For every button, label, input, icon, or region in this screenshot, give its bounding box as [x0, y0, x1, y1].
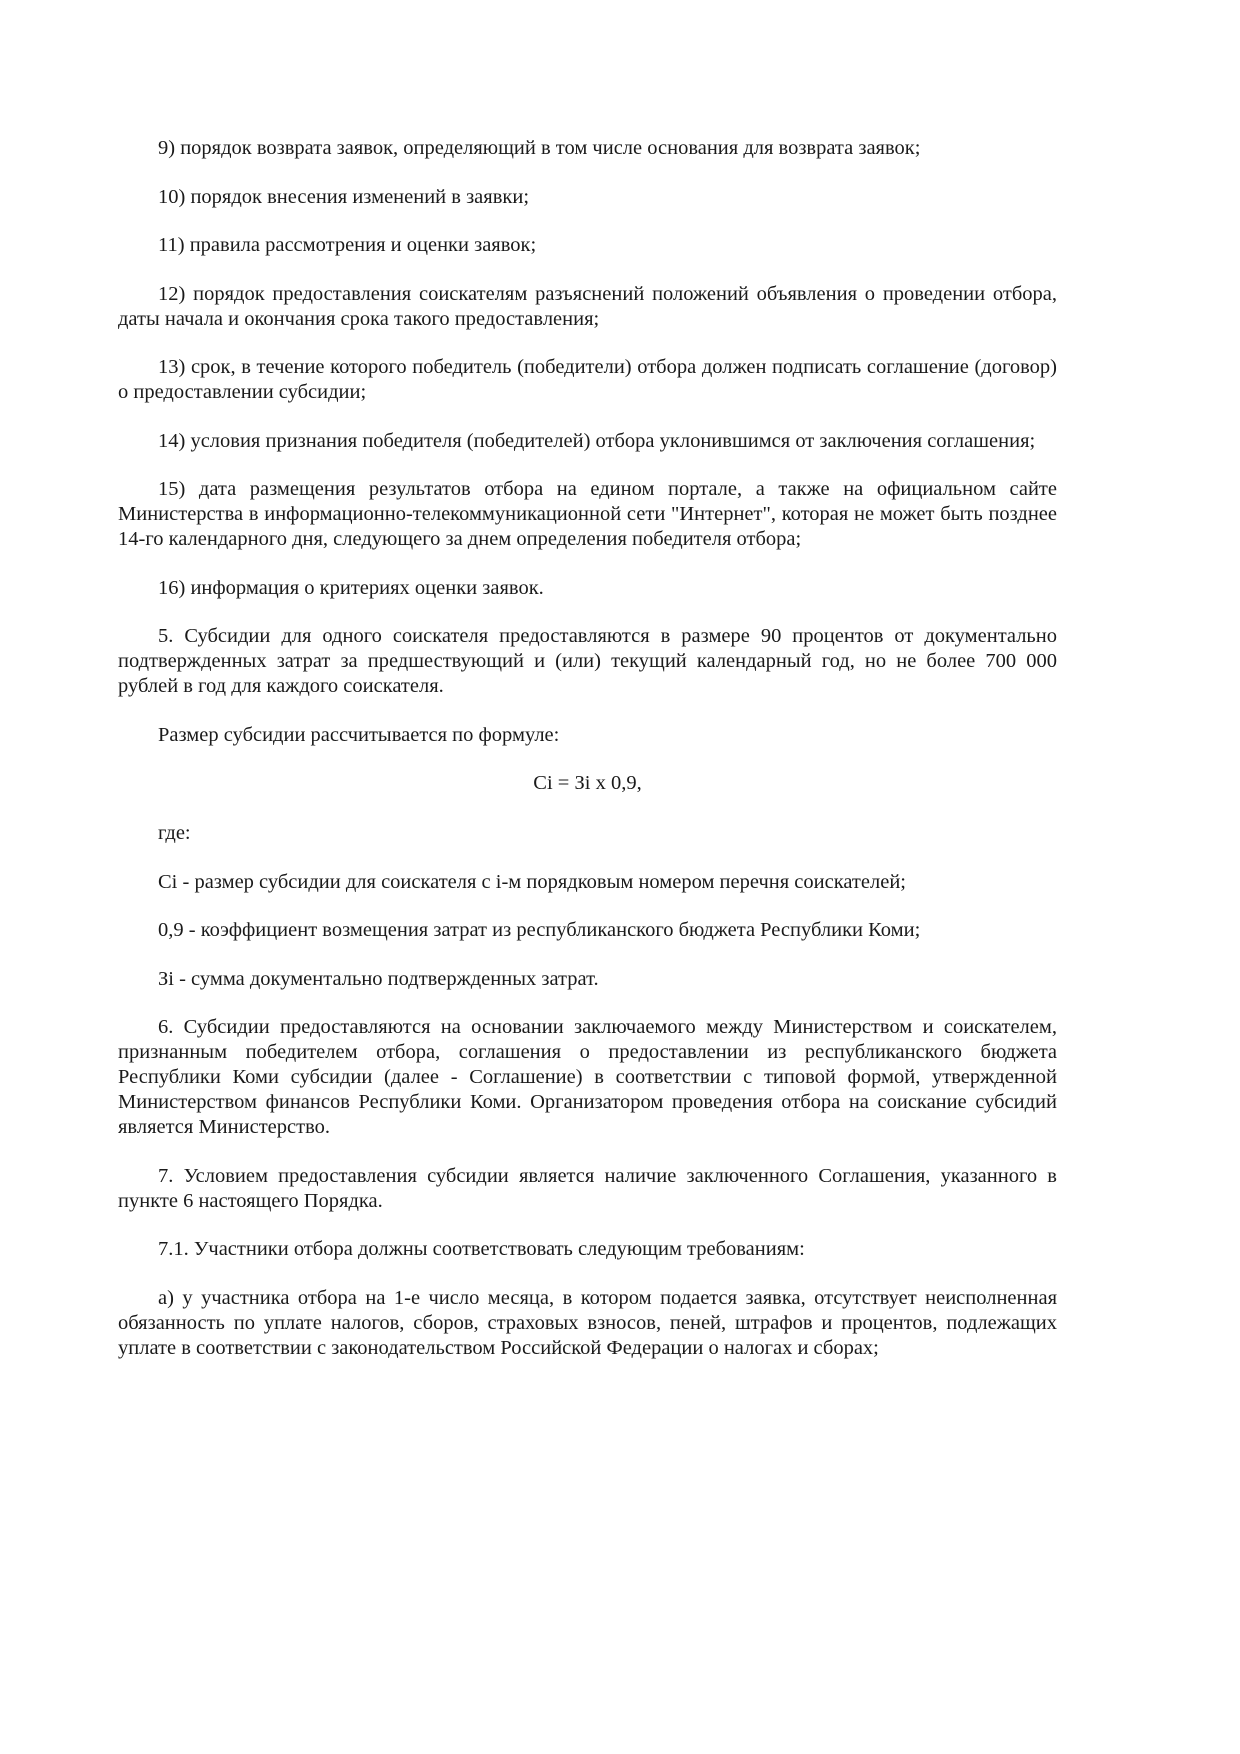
paragraph-clause-7-1-a: а) у участника отбора на 1-е число месяца, в котором подается заявка, отсутствует неисполненная обязанность по уплате налогов, сборов, страховых взносов, пеней, штрафов и процентов, подлежащих уплате в соответствии с законодательством Российской Федерации о налогах и сборах;: [118, 1286, 1057, 1359]
paragraph-def-coef: 0,9 - коэффициент возмещения затрат из республиканского бюджета Республики Коми;: [158, 919, 921, 941]
paragraph-item-10: 10) порядок внесения изменений в заявки;: [158, 185, 530, 208]
paragraph-def-ci: Ci - размер субсидии для соискателя с i-м порядковым номером перечня соискателей;: [158, 870, 906, 893]
document-page: [118, 136, 1057, 1384]
formula: Ci = Зi x 0,9,: [533, 772, 642, 794]
paragraph-item-15: 15) дата размещения результатов отбора на едином портале, а также на официальном сайте Министерства в информационно-телекоммуникационной сети "Интернет", которая не может быть позднее 14-го календарного дня, следующего за днем определения победителя отбора;: [118, 478, 1057, 550]
paragraph-clause-5: 5. Субсидии для одного соискателя предоставляются в размере 90 процентов от документально подтвержденных затрат за предшествующий и (или) текущий календарный год, но не более 700 000 рублей в год для каждого соискателя.: [118, 625, 1057, 697]
paragraph-def-zi: Зi - сумма документально подтвержденных затрат.: [158, 967, 599, 990]
paragraph-where: где:: [158, 822, 191, 844]
paragraph-item-11: 11) правила рассмотрения и оценки заявок;: [158, 234, 537, 256]
paragraph-item-16: 16) информация о критериях оценки заявок.: [158, 576, 544, 599]
paragraph-item-12: 12) порядок предоставления соискателям разъяснений положений объявления о проведении отбора, даты начала и окончания срока такого предоставления;: [118, 282, 1057, 330]
paragraph-clause-6: 6. Субсидии предоставляются на основании заключаемого между Министерством и соискателем, признанным победителем отбора, соглашения о предоставлении из республиканского бюджета Республики Коми субсидии (далее - Соглашение) в соответствии с типовой формой, утвержденной Министерством финансов Республики Коми. Организатором проведения отбора на соискание субсидий является Министерство.: [118, 1016, 1057, 1138]
paragraph-clause-7: 7. Условием предоставления субсидии является наличие заключенного Соглашения, указанного в пункте 6 настоящего Порядка.: [118, 1164, 1057, 1212]
paragraph-item-9: 9) порядок возврата заявок, определяющий в том числе основания для возврата заявок;: [158, 137, 921, 159]
paragraph-item-13: 13) срок, в течение которого победитель (победители) отбора должен подписать соглашение (договор) о предоставлении субсидии;: [118, 356, 1057, 403]
paragraph-clause-7-1: 7.1. Участники отбора должны соответствовать следующим требованиям:: [158, 1238, 805, 1260]
paragraph-item-14: 14) условия признания победителя (победителей) отбора уклонившимся от заключения соглашения;: [158, 429, 1036, 452]
paragraph-formula-intro: Размер субсидии рассчитывается по формуле:: [158, 723, 560, 746]
